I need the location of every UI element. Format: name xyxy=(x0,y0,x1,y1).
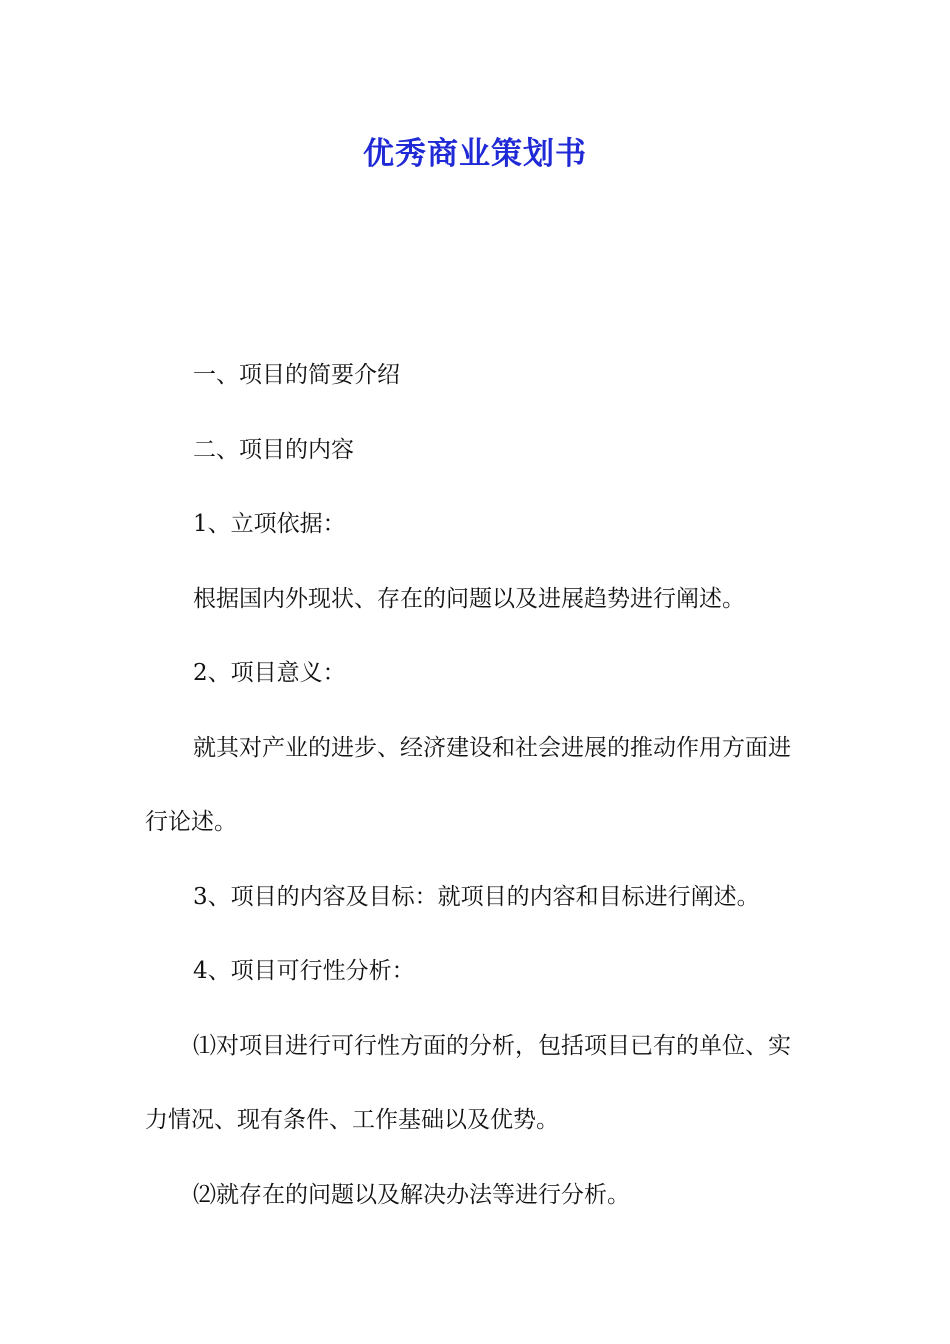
document-title: 优秀商业策划书 xyxy=(363,136,587,172)
section-heading: 一、项目的简要介绍 xyxy=(193,362,400,388)
subsection-heading: 1、立项依据： xyxy=(193,511,346,537)
paragraph: 就其对产业的进步、经济建设和社会进展的推动作用方面进行论述。 xyxy=(145,734,791,835)
subsection-heading: 2、项目意义： xyxy=(193,660,346,686)
section-heading: 二、项目的内容 xyxy=(193,436,354,463)
document-body xyxy=(145,338,810,1232)
paragraph: ⑴对项目进行可行性方面的分析，包括项目已有的单位、实力情况、现有条件、工作基础以及优势。 xyxy=(145,1032,791,1133)
paragraph: 根据国内外现状、存在的问题以及进展趋势进行阐述。 xyxy=(193,585,745,612)
paragraph: ⑵就存在的问题以及解决办法等进行分析。 xyxy=(193,1181,630,1208)
paragraph: 3、项目的内容及目标：就项目的内容和目标进行阐述。 xyxy=(193,883,760,910)
subsection-heading: 4、项目可行性分析： xyxy=(193,958,415,984)
